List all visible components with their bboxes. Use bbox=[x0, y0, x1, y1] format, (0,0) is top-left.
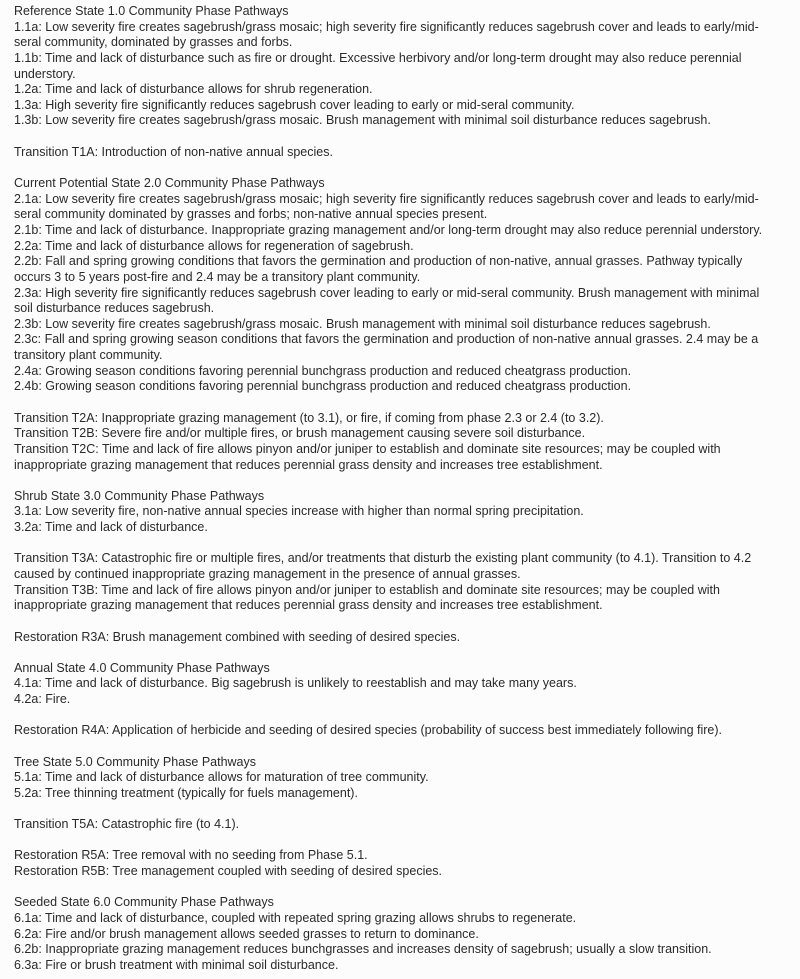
block-transition-t5a bbox=[14, 817, 796, 833]
text-line: Transition T2A: Inappropriate grazing management (to 3.1), or fire, if coming from phase 2.3 or 2.4 (to 3.2). bbox=[14, 410, 604, 425]
block-shrub-state-3-0 bbox=[14, 489, 796, 536]
section-heading: Reference State 1.0 Community Phase Pathways bbox=[14, 4, 289, 18]
text-line: 6.1a: Time and lack of disturbance, coupled with repeated spring grazing allows shrubs to regenerate. bbox=[14, 910, 577, 925]
text-line: Transition T2C: Time and lack of fire allows pinyon and/or juniper to establish and dominate site resources; may be coupled with bbox=[14, 441, 721, 456]
text-line: 1.1a: Low severity fire creates sagebrush/grass mosaic; high severity fire significantly reduces sagebrush cover and leads to early/mid- bbox=[14, 19, 759, 34]
block-transitions-t2 bbox=[14, 411, 796, 474]
text-line: inappropriate grazing management that reduces perennial grass density and increases tree establishment. bbox=[14, 598, 603, 613]
text-line: Transition T3A: Catastrophic fire or multiple fires, and/or treatments that disturb the existing plant community (to 4.1). Transition to 4.2 bbox=[14, 551, 752, 566]
text-line: 4.2a: Fire. bbox=[14, 692, 71, 707]
text-line: caused by continued inappropriate grazing management in the presence of annual grasses. bbox=[14, 566, 521, 581]
block-restorations-r5 bbox=[14, 848, 796, 879]
text-line: 5.1a: Time and lack of disturbance allows for maturation of tree community. bbox=[14, 770, 429, 785]
text-line: seral community, dominated by grasses and forbs. bbox=[14, 35, 293, 50]
text-line: 2.3c: Fall and spring growing season conditions that favors the germination and production of non-native annual grasses. 2.4 may be a bbox=[14, 332, 759, 347]
text-line: Transition T1A: Introduction of non-native annual species. bbox=[14, 144, 333, 159]
text-line: 3.2a: Time and lack of disturbance. bbox=[14, 520, 208, 535]
block-restoration-r3a bbox=[14, 630, 796, 646]
text-line: 1.2a: Time and lack of disturbance allows for shrub regeneration. bbox=[14, 82, 373, 97]
text-line: Restoration R5B: Tree management coupled with seeding of desired species. bbox=[14, 864, 443, 879]
document-body bbox=[14, 4, 796, 974]
text-line: 2.1a: Low severity fire creates sagebrush/grass mosaic; high severity fire significantly reduces sagebrush cover and leads to early/mid- bbox=[14, 191, 759, 206]
text-line: 2.2a: Time and lack of disturbance allows for regeneration of sagebrush. bbox=[14, 238, 414, 253]
section-heading: Shrub State 3.0 Community Phase Pathways bbox=[14, 488, 265, 503]
text-line: Transition T2B: Severe fire and/or multiple fires, or brush management causing severe soil disturbance. bbox=[14, 426, 586, 441]
text-line: 2.1b: Time and lack of disturbance. Inappropriate grazing management and/or long-term drought may also reduce perennial understory. bbox=[14, 222, 763, 237]
text-line: 2.4a: Growing season conditions favoring perennial bunchgrass production and reduced cheatgrass production. bbox=[14, 363, 632, 378]
text-line: Transition T5A: Catastrophic fire (to 4.1). bbox=[14, 817, 240, 832]
text-line: Restoration R3A: Brush management combined with seeding of desired species. bbox=[14, 629, 461, 644]
text-line: Transition T3B: Time and lack of fire allows pinyon and/or juniper to establish and dominate site resources; may be coupled with bbox=[14, 582, 720, 597]
block-restoration-r4a bbox=[14, 723, 796, 739]
text-line: 2.4b: Growing season conditions favoring perennial bunchgrass production and reduced cheatgrass production. bbox=[14, 379, 632, 394]
text-line: 6.2a: Fire and/or brush management allows seeded grasses to return to dominance. bbox=[14, 926, 479, 941]
text-line: 6.2b: Inappropriate grazing management reduces bunchgrasses and increases density of sagebrush; usually a slow transition. bbox=[14, 942, 712, 957]
block-annual-state-4-0 bbox=[14, 661, 796, 708]
block-transitions-t3 bbox=[14, 551, 796, 614]
text-line: 5.2a: Tree thinning treatment (typically for fuels management). bbox=[14, 785, 358, 800]
text-line: Restoration R4A: Application of herbicide and seeding of desired species (probability of success best immediately following fire). bbox=[14, 723, 723, 738]
text-line: 2.3a: High severity fire significantly reduces sagebrush cover leading to early or mid-seral community. Brush management with minimal bbox=[14, 285, 760, 300]
text-line: understory. bbox=[14, 66, 76, 81]
text-line: inappropriate grazing management that reduces perennial grass density and increases tree establishment. bbox=[14, 457, 603, 472]
section-heading: Tree State 5.0 Community Phase Pathways bbox=[14, 754, 257, 769]
text-line: 1.1b: Time and lack of disturbance such as fire or drought. Excessive herbivory and/or long-term drought may also reduce perennial bbox=[14, 50, 742, 65]
text-line: 6.3a: Fire or brush treatment with minimal soil disturbance. bbox=[14, 957, 339, 972]
text-line: 4.1a: Time and lack of disturbance. Big sagebrush is unlikely to reestablish and may take many years. bbox=[14, 676, 577, 691]
text-line: soil disturbance reduces sagebrush. bbox=[14, 301, 215, 316]
text-line: 3.1a: Low severity fire, non-native annual species increase with higher than normal spring precipitation. bbox=[14, 504, 584, 519]
block-reference-state-1-0 bbox=[14, 4, 796, 129]
text-line: transitory plant community. bbox=[14, 348, 163, 363]
text-line: 1.3a: High severity fire significantly reduces sagebrush cover leading to early or mid-seral community. bbox=[14, 97, 575, 112]
block-transition-t1a bbox=[14, 145, 796, 161]
text-line: 2.3b: Low severity fire creates sagebrush/grass mosaic. Brush management with minimal soil disturbance reduces sagebrush. bbox=[14, 316, 711, 331]
text-line: occurs 3 to 5 years post-fire and 2.4 may be a transitory plant community. bbox=[14, 269, 421, 284]
text-line: seral community dominated by grasses and forbs; non-native annual species present. bbox=[14, 207, 488, 222]
section-heading: Seeded State 6.0 Community Phase Pathways bbox=[14, 895, 274, 910]
block-tree-state-5-0 bbox=[14, 755, 796, 802]
block-seeded-state-6-0 bbox=[14, 895, 796, 973]
block-current-potential-state-2-0 bbox=[14, 176, 796, 395]
text-line: 1.3b: Low severity fire creates sagebrush/grass mosaic. Brush management with minimal soil disturbance reduces sagebrush. bbox=[14, 113, 711, 128]
section-heading: Annual State 4.0 Community Phase Pathways bbox=[14, 660, 270, 675]
text-line: 2.2b: Fall and spring growing conditions that favors the germination and production of non-native, annual grasses. Pathway typically bbox=[14, 254, 743, 269]
text-line: Restoration R5A: Tree removal with no seeding from Phase 5.1. bbox=[14, 848, 368, 863]
section-heading: Current Potential State 2.0 Community Phase Pathways bbox=[14, 176, 325, 191]
